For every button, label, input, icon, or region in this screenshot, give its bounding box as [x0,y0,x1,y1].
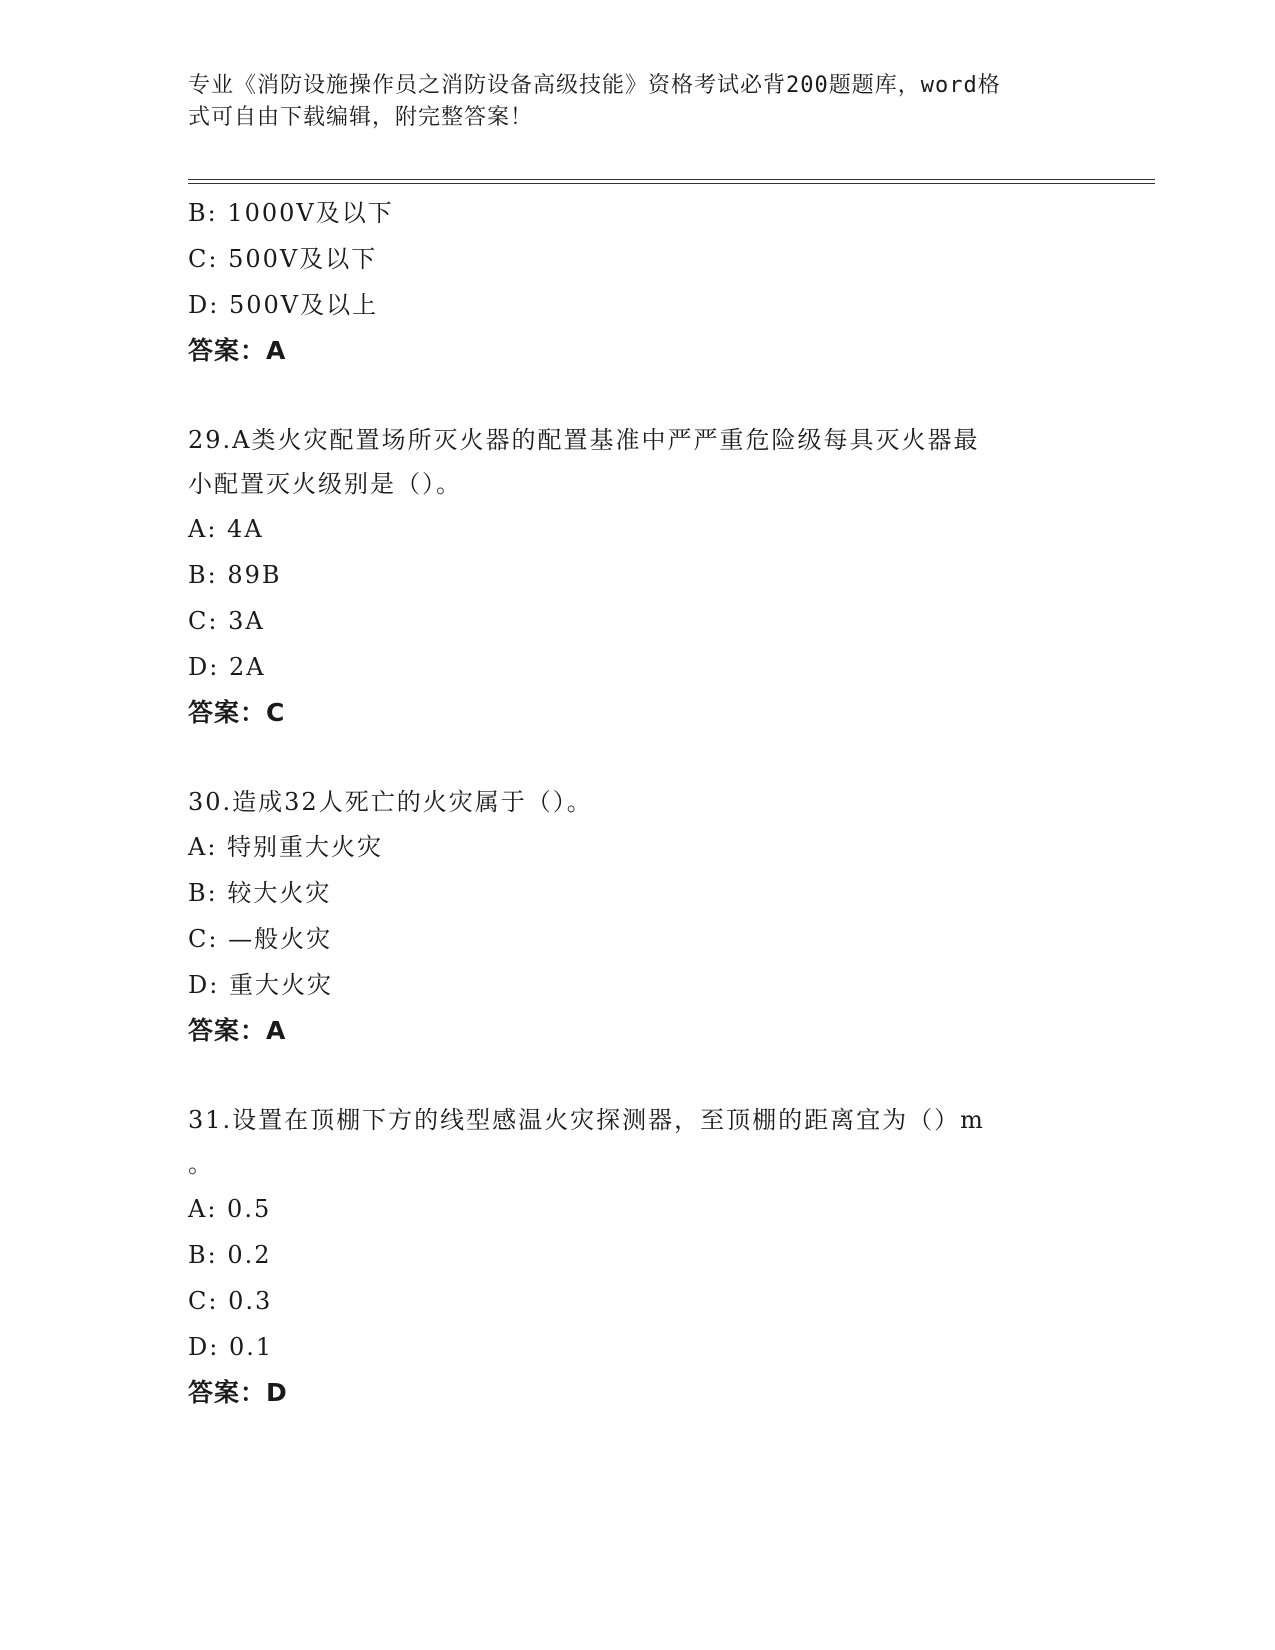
header-rule-top [188,179,1155,180]
answer: 答案：D [188,1378,288,1407]
question-stem-line-1: 29.A类火灾配置场所灭火器的配置基准中严严重危险级每具灭火器最 [188,426,980,454]
question-stem [188,780,1068,824]
option-b: B: 0.2 [188,1241,272,1269]
question-31 [188,1098,1088,1416]
option-a: A: 4A [188,515,264,543]
option-d: D: 重大火灾 [188,971,333,999]
option-d: D: 500V及以上 [188,291,379,319]
question-29 [188,418,1088,736]
question-stem [188,1098,1068,1186]
question-28 [188,190,1088,374]
question-stem-line-2: 。 [188,1150,214,1178]
option-b: B: 89B [188,561,282,589]
question-list [188,190,1088,1416]
question-stem-line-1: 30.造成32人死亡的火灾属于（）。 [188,788,593,816]
question-stem [188,418,1068,506]
option-c: C: —般火灾 [188,925,333,953]
answer: 答案：A [188,336,287,365]
answer: 答案：C [188,698,286,727]
option-b: B: 1000V及以下 [188,199,394,227]
option-d: D: 2A [188,653,266,681]
question-stem-line-1: 31.设置在顶棚下方的线型感温火灾探测器，至顶棚的距离宜为（）m [188,1106,985,1134]
question-stem-line-2: 小配置灭火级别是（）。 [188,470,462,498]
header-line-1: 专业《消防设施操作员之消防设备高级技能》资格考试必背200题题库，word格 [188,73,1001,98]
header-rule-bottom [188,183,1155,184]
option-a: A: 0.5 [188,1195,272,1223]
option-c: C: 0.3 [188,1287,273,1315]
option-b: B: 较大火灾 [188,879,332,907]
option-a: A: 特别重大火灾 [188,833,384,861]
option-d: D: 0.1 [188,1333,274,1361]
header-line-2: 式可自由下载编辑，附完整答案！ [188,105,534,130]
option-c: C: 500V及以下 [188,245,378,273]
answer: 答案：A [188,1016,287,1045]
option-c: C: 3A [188,607,265,635]
document-header [188,70,1068,134]
question-30 [188,780,1088,1054]
